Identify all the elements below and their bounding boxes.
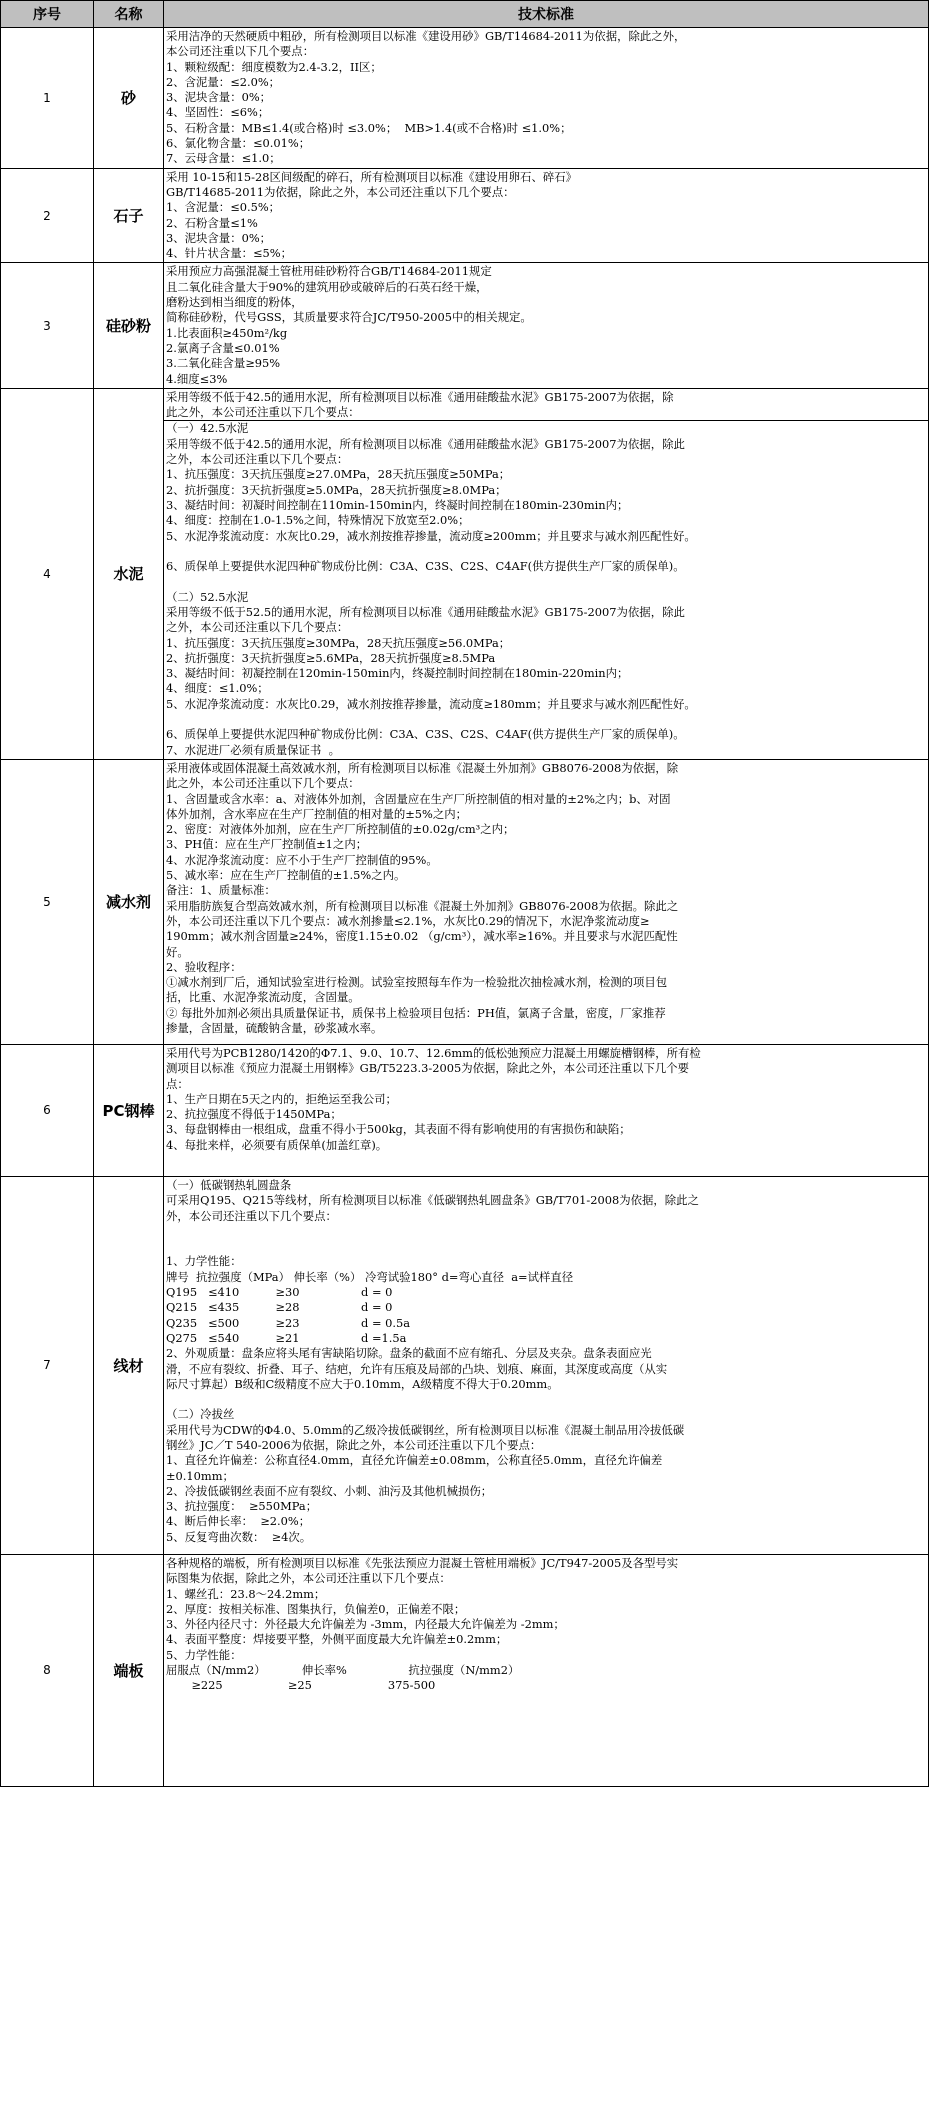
standard-line: ±0.10mm； xyxy=(166,1468,234,1483)
standard-line: 4、细度：≤1.0%； xyxy=(166,681,269,696)
table-row-water-reducer xyxy=(1,759,929,1044)
standard-line: GB/T14685-2011为依据，除此之外，本公司还注重以下几个要点： xyxy=(166,184,515,199)
standard-line: 5、水泥净浆流动度：水灰比0.29，减水剂按推荐掺量，流动度≥180mm；并且要求与减水剂匹配性好。 xyxy=(166,696,696,711)
standard-line: 1、生产日期在5天之内的，拒绝运至我公司； xyxy=(166,1091,397,1106)
row-standard xyxy=(164,1044,929,1176)
standard-line: 采用等级不低于42.5的通用水泥，所有检测项目以标准《通用硅酸盐水泥》GB175-2007为依据，除 xyxy=(166,389,674,404)
standard-line: 1、直径允许偏差：公称直径4.0mm，直径允许偏差±0.08mm，公称直径5.0mm，直径允许偏差 xyxy=(166,1453,663,1468)
standard-line: 此之外，本公司还注重以下几个要点： xyxy=(166,776,360,791)
standard-line: 简称硅砂粉，代号GSS，其质量要求符合JC/T950-2005中的相关规定。 xyxy=(166,310,532,325)
standard-line: Q215 ≤435 ≥28 d = 0 xyxy=(166,1300,393,1315)
standard-line: 190mm；减水剂含固量≥24%，密度1.15±0.02 （g/cm³），减水率≥16%。并且要求与水泥匹配性 xyxy=(166,929,678,944)
standard-line: 6、质保单上要提供水泥四种矿物成份比例：C3A、C3S、C2S、C4AF(供方提供生产厂家的质保单)。 xyxy=(166,727,685,742)
standard-line: 4、坚固性：≤6%； xyxy=(166,105,270,120)
standard-line: 4、表面平整度：焊接要平整，外侧平面度最大允许偏差±0.2mm； xyxy=(166,1632,508,1647)
standard-line: 5、减水率：应在生产厂控制值的±1.5%之内。 xyxy=(166,868,406,883)
standard-line: 牌号 抗拉强度（MPa） 伸长率（%） 冷弯试验180° d=弯心直径 a=试样直径 xyxy=(166,1269,574,1284)
standard-line: 5、反复弯曲次数： ≥4次。 xyxy=(166,1529,312,1544)
row-num: 6 xyxy=(1,1044,94,1176)
row-name: 线材 xyxy=(94,1176,164,1554)
standard-line: 滑，不应有裂纹、折叠、耳子、结疤，允许有压痕及局部的凸块、划痕、麻面，其深度或高度（从实 xyxy=(166,1361,668,1376)
row-num: 8 xyxy=(1,1554,94,1786)
standard-line: 之外，本公司还注重以下几个要点： xyxy=(166,620,349,635)
row-name: 水泥 xyxy=(94,388,164,759)
standard-line: 外，本公司还注重以下几个要点： xyxy=(166,1208,337,1223)
standard-line: 1、含固量或含水率：a、对液体外加剂，含固量应在生产厂所控制值的相对量的±2%之内；b、对固 xyxy=(166,791,671,806)
standard-line: 1、力学性能： xyxy=(166,1254,242,1269)
blank-line xyxy=(166,1392,926,1407)
standard-line: 6、氯化物含量：≤0.01%； xyxy=(166,136,311,151)
standard-line: 此之外，本公司还注重以下几个要点： xyxy=(166,405,360,420)
row-standard xyxy=(164,263,929,388)
standard-line: 4、水泥净浆流动度：应不小于生产厂控制值的95%。 xyxy=(166,852,438,867)
standard-line: 1.比表面积≥450m²/kg xyxy=(166,325,288,340)
standard-line: 采用等级不低于52.5的通用水泥，所有检测项目以标准《通用硅酸盐水泥》GB175-2007为依据，除此 xyxy=(166,604,685,619)
standard-line: （二）52.5水泥 xyxy=(166,589,249,604)
standard-line: 5、水泥净浆流动度：水灰比0.29，减水剂按推荐掺量，流动度≥200mm；并且要求与减水剂匹配性好。 xyxy=(166,528,696,543)
standard-line: 1、抗压强度：3天抗压强度≥30MPa，28天抗压强度≥56.0MPa； xyxy=(166,635,511,650)
standard-line: 2、抗折强度：3天抗折强度≥5.0MPa，28天抗折强度≥8.0MPa； xyxy=(166,482,507,497)
standard-line: 4、细度：控制在1.0-1.5%之间，特殊情况下放宽至2.0%； xyxy=(166,513,470,528)
row-num: 1 xyxy=(1,28,94,169)
standard-line: 际尺寸算起）B级和C级精度不应大于0.10mm，A级精度不得大于0.20mm。 xyxy=(166,1376,559,1391)
standard-line: 2、石粉含量≤1% xyxy=(166,215,258,230)
standard-line: 体外加剂，含水率应在生产厂控制值的相对量的±5%之内； xyxy=(166,806,467,821)
standard-line: 4、每批来样，必须要有质保单(加盖红章)。 xyxy=(166,1137,388,1152)
standard-line: 采用 10-15和15-28区间级配的碎石，所有检测项目以标准《建设用卵石、碎石》 xyxy=(166,169,578,184)
standard-line: 磨粉达到相当细度的粉体， xyxy=(166,295,303,310)
standard-line: Q235 ≤500 ≥23 d = 0.5a xyxy=(166,1315,411,1330)
standard-line: 4.细度≤3% xyxy=(166,371,228,386)
standard-line: 掺量，含固量，硫酸钠含量，砂浆减水率。 xyxy=(166,1021,383,1035)
standard-line: 2、厚度：按相关标准、图集执行，负偏差0，正偏差不限； xyxy=(166,1601,466,1616)
standard-line: 2、验收程序： xyxy=(166,959,242,974)
standard-line: 采用代号为CDW的Φ4.0、5.0mm的乙级冷拔低碳钢丝，所有检测项目以标准《混凝土制品用冷拔低碳 xyxy=(166,1422,685,1437)
standard-line: （一）42.5水泥 xyxy=(166,421,249,436)
standard-line: 2、外观质量：盘条应将头尾有害缺陷切除。盘条的截面不应有缩孔、分层及夹杂。盘条表面应光 xyxy=(166,1346,652,1361)
row-name: PC钢棒 xyxy=(94,1044,164,1176)
standard-line: ①减水剂到厂后，通知试验室进行检测。试验室按照每车作为一检验批次抽检减水剂，检测的项目包 xyxy=(166,975,668,990)
standard-line: （二）冷拔丝 xyxy=(166,1407,235,1422)
row-standard xyxy=(164,28,929,169)
table-row-sand xyxy=(1,28,929,169)
standard-line: 3、抗拉强度： ≥550MPa； xyxy=(166,1499,318,1514)
blank-line xyxy=(166,574,926,589)
standard-line: 采用等级不低于42.5的通用水泥，所有检测项目以标准《通用硅酸盐水泥》GB175-2007为依据，除此 xyxy=(166,436,685,451)
table-row-cement xyxy=(1,388,929,759)
standard-line: 4、断后伸长率： ≥2.0%； xyxy=(166,1514,311,1529)
standard-line: 2、密度：对液体外加剂，应在生产厂所控制值的±0.02g/cm³之内； xyxy=(166,822,515,837)
row-standard xyxy=(164,1554,929,1786)
standard-line: 3、外径内径尺寸：外径最大允许偏差为 -3mm，内径最大允许偏差为 -2mm； xyxy=(166,1617,565,1632)
standard-line: Q195 ≤410 ≥30 d = 0 xyxy=(166,1285,393,1300)
standard-line: 外，本公司还注重以下几个要点：减水剂掺量≤2.1%，水灰比0.29的情况下，水泥净浆流动度≥ xyxy=(166,913,650,928)
standard-line: 采用预应力高强混凝土管桩用硅砂粉符合GB/T14684-2011规定 xyxy=(166,264,492,279)
standard-detail xyxy=(164,420,928,758)
standard-line: 2、冷拔低碳钢丝表面不应有裂纹、小刺、油污及其他机械损伤； xyxy=(166,1483,493,1498)
standard-line: 之外，本公司还注重以下几个要点： xyxy=(166,452,349,467)
standard-line: （一）低碳钢热轧圆盘条 xyxy=(166,1177,292,1192)
standard-line: 2、含泥量：≤2.0%； xyxy=(166,74,281,89)
row-num: 5 xyxy=(1,759,94,1044)
standard-line: 1、含泥量：≤0.5%； xyxy=(166,200,281,215)
table-row-wire-rod xyxy=(1,1176,929,1554)
standard-line: 采用洁净的天然硬质中粗砂，所有检测项目以标准《建设用砂》GB/T14684-2011为依据，除此之外， xyxy=(166,29,686,43)
header-num: 序号 xyxy=(1,1,94,28)
header-std: 技术标准 xyxy=(164,1,929,28)
standard-intro xyxy=(166,390,926,421)
row-num: 4 xyxy=(1,388,94,759)
table-row-pc-steel-bar xyxy=(1,1044,929,1176)
standard-line: 括，比重、水泥净浆流动度，含固量。 xyxy=(166,990,360,1005)
standard-line: 1、颗粒级配：细度模数为2.4-3.2，II区； xyxy=(166,59,382,74)
standard-line: 3、凝结时间：初凝控制在120min-150min内，终凝控制时间控制在180min-220min内； xyxy=(166,666,629,681)
standard-line: 3、PH值：应在生产厂控制值±1之内； xyxy=(166,837,368,852)
standard-line: 备注：1、质量标准： xyxy=(166,883,276,898)
standard-line: 屈服点（N/mm2） 伸长率% 抗拉强度（N/mm2） xyxy=(166,1663,520,1678)
standard-line: 7、水泥进厂必须有质量保证书 。 xyxy=(166,742,340,757)
row-standard xyxy=(164,1176,929,1554)
standard-line: 好。 xyxy=(166,944,189,959)
standard-line: 3.二氧化硅含量≥95% xyxy=(166,356,281,371)
row-standard xyxy=(164,388,929,759)
row-num: 2 xyxy=(1,168,94,263)
row-name: 砂 xyxy=(94,28,164,169)
table-row-silica-powder xyxy=(1,263,929,388)
standard-line: 3、泥块含量：0%； xyxy=(166,90,272,105)
standard-line: 7、云母含量：≤1.0； xyxy=(166,151,281,166)
blank-line xyxy=(166,712,926,727)
row-name: 减水剂 xyxy=(94,759,164,1044)
standard-line: 2.氯离子含量≤0.01% xyxy=(166,340,280,355)
row-name: 端板 xyxy=(94,1554,164,1786)
standard-line: 5、石粉含量：MB≤1.4(或合格)时 ≤3.0%； MB>1.4(或不合格)时 ≤1.0%； xyxy=(166,120,572,135)
standard-line: 际图集为依据，除此之外，本公司还注重以下几个要点： xyxy=(166,1571,451,1586)
standard-line: 各种规格的端板，所有检测项目以标准《先张法预应力混凝土管桩用端板》JC/T947-2005及各型号实 xyxy=(166,1555,679,1570)
table-header-row xyxy=(1,1,929,28)
standard-line: 可采用Q195、Q215等线材，所有检测项目以标准《低碳钢热轧圆盘条》GB/T701-2008为依据，除此之 xyxy=(166,1193,699,1208)
standard-line: 本公司还注重以下几个要点： xyxy=(166,44,315,59)
standard-line: ② 每批外加剂必须出具质量保证书，质保书上检验项目包括：PH值，氯离子含量，密度，厂家推荐 xyxy=(166,1005,666,1020)
blank-line xyxy=(166,1224,926,1239)
standard-line: 测项目以标准《预应力混凝土用钢棒》GB/T5223.3-2005为依据，除此之外，本公司还注重以下几个要 xyxy=(166,1061,690,1076)
standard-line: 采用液体或固体混凝土高效减水剂，所有检测项目以标准《混凝土外加剂》GB8076-2008为依据，除 xyxy=(166,760,679,775)
standard-line: 点： xyxy=(166,1076,189,1091)
standard-line: 1、螺丝孔：23.8～24.2mm； xyxy=(166,1586,326,1601)
standard-line: ≥225 ≥25 375-500 xyxy=(166,1678,436,1693)
standard-line: 采用代号为PCB1280/1420的Φ7.1、9.0、10.7、12.6mm的低松弛预应力混凝土用螺旋槽钢棒，所有检 xyxy=(166,1045,701,1060)
row-standard xyxy=(164,168,929,263)
table-row-gravel xyxy=(1,168,929,263)
blank-line xyxy=(166,1239,926,1254)
row-name: 硅砂粉 xyxy=(94,263,164,388)
row-standard xyxy=(164,759,929,1044)
standard-line: 2、抗折强度：3天抗折强度≥5.6MPa，28天抗折强度≥8.5MPa xyxy=(166,650,496,665)
blank-line xyxy=(166,544,926,559)
row-name: 石子 xyxy=(94,168,164,263)
row-num: 7 xyxy=(1,1176,94,1554)
standard-line: Q275 ≤540 ≥21 d =1.5a xyxy=(166,1330,407,1345)
standard-line: 5、力学性能： xyxy=(166,1647,242,1662)
standard-line: 2、抗拉强度不得低于1450MPa； xyxy=(166,1107,342,1122)
standard-line: 钢丝》JC／T 540-2006为依据，除此之外，本公司还注重以下几个要点： xyxy=(166,1438,542,1452)
standard-line: 3、每盘钢棒由一根组成，盘重不得小于500kg，其表面不得有影响使用的有害损伤和缺陷； xyxy=(166,1122,631,1137)
header-name: 名称 xyxy=(94,1,164,28)
standard-line: 3、凝结时间：初凝时间控制在110min-150min内，终凝时间控制在180min-230min内； xyxy=(166,497,629,512)
standard-line: 3、泥块含量：0%； xyxy=(166,230,272,245)
table-row-end-plate xyxy=(1,1554,929,1786)
standard-line: 6、质保单上要提供水泥四种矿物成份比例：C3A、C3S、C2S、C4AF(供方提供生产厂家的质保单)。 xyxy=(166,559,685,574)
standard-line: 1、抗压强度：3天抗压强度≥27.0MPa，28天抗压强度≥50MPa； xyxy=(166,467,511,482)
standard-line: 4、针片状含量：≤5%； xyxy=(166,246,292,261)
standard-line: 采用脂肪族复合型高效减水剂，所有检测项目以标准《混凝土外加剂》GB8076-2008为依据。除此之 xyxy=(166,898,679,913)
row-num: 3 xyxy=(1,263,94,388)
standard-line: 且二氧化硅含量大于90%的建筑用砂或破碎后的石英石经干燥， xyxy=(166,279,488,294)
